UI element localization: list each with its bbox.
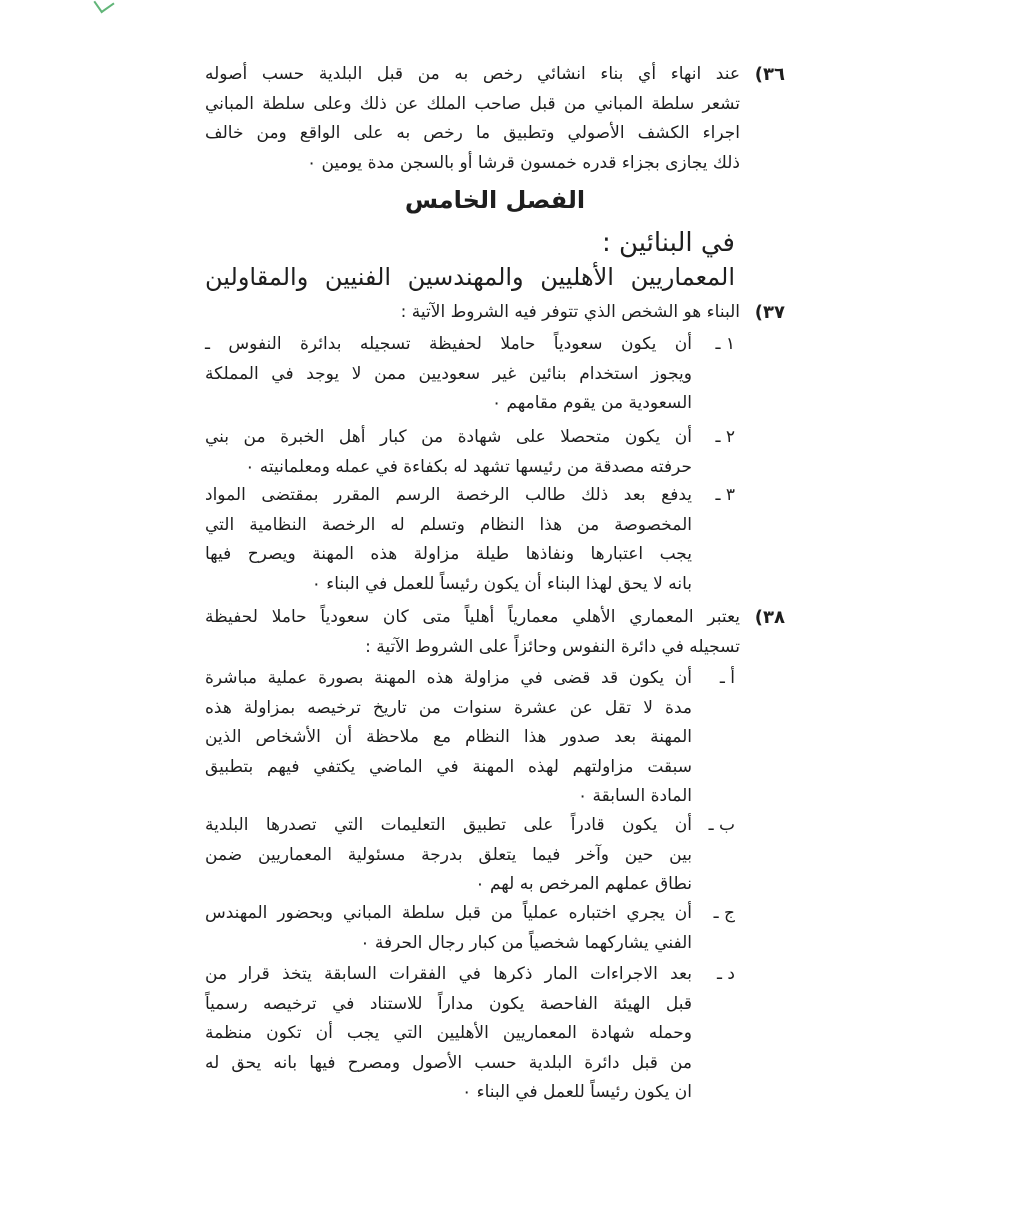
text-line: يجب اعتبارها ونفاذها طيلة مزاولة هذه المهنة ويصرح فيها: [205, 544, 692, 564]
text-line: سبقت مزاولتهم لهذه المهنة في الماضي يكتفي فيهم بتطبيق: [205, 756, 692, 777]
chapter-title: الفصل الخامس: [404, 186, 586, 214]
article-body: [205, 603, 740, 662]
clause-body: [205, 664, 692, 812]
article-number: (٣٨: [754, 607, 785, 628]
text-line: حرفته مصدقة من رئيسها تشهد له بكفاءة في عمله ومعلمانيته ٠: [245, 456, 692, 477]
clause-marker: ٢ ـ: [715, 427, 735, 447]
text-line: من قبل دائرة البلدية حسب الأصول ومصرح فيها بانه يحق له: [205, 1052, 692, 1073]
text-line: عند انهاء أي بناء انشائي رخص به من قبل البلدية حسب أصوله: [205, 64, 740, 84]
text-line: نطاق عملهم المرخص به لهم ٠: [475, 874, 692, 894]
clause-marker: ١ ـ: [715, 334, 735, 354]
clause-body: [205, 811, 692, 900]
article-37: [205, 298, 785, 328]
clause-marker: أ ـ: [719, 668, 735, 688]
text-line: ويجوز استخدام بنائين غير سعوديين ممن لا يوجد في المملكة: [205, 363, 692, 384]
text-line: تسجيله في دائرة النفوس وحائزاً على الشروط الآتية :: [365, 636, 740, 657]
article-number: (٣٧: [754, 302, 785, 323]
text-line: تشعر سلطة المباني من قبل صاحب الملك عن ذلك وعلى سلطة المباني: [205, 93, 740, 114]
text-line: المهنة بعد صدور هذا النظام مع ملاحظة أن الأشخاص الذين: [205, 727, 692, 747]
article-38-clause-c: [205, 899, 735, 958]
article-body: [205, 60, 740, 178]
clause-body: [205, 330, 692, 419]
clause-marker: ٣ ـ: [715, 485, 735, 505]
text-line: مدة لا تقل عن عشرة سنوات من تاريخ ترخيصه بمزاولة هذه: [205, 697, 692, 718]
text-line: أن يكون سعودياً حاملا لحفيظة تسجيله بدائرة النفوس ـ: [205, 334, 692, 354]
text-line: أن يكون قادراً على تطبيق التعليمات التي تصدرها البلدية: [205, 815, 692, 835]
text-line: يعتبر المعماري الأهلي معمارياً أهلياً متى كان سعودياً حاملا لحفيظة: [205, 607, 740, 627]
text-line: أن يجري اختباره عملياً من قبل سلطة المباني وبحضور المهندس: [205, 903, 692, 923]
article-37-clause-1: [205, 330, 735, 419]
text-line: ان يكون رئيساً للعمل في البناء ٠: [462, 1082, 692, 1102]
clause-body: [205, 481, 692, 599]
clause-marker: ج ـ: [713, 903, 735, 923]
text-line: وحمله شهادة المعماريين الأهليين التي يجب أن تكون منظمة: [205, 1023, 692, 1043]
text-line: المادة السابقة ٠: [577, 786, 692, 806]
article-36: [205, 60, 785, 178]
text-line: المخصوصة من هذا النظام وتسلم له الرخصة النظامية التي: [205, 514, 692, 535]
article-38-clause-b: [205, 811, 735, 900]
text-line: قبل الهيئة الفاحصة يكون مداراً للاستناد في ترخيصه رسمياً: [205, 993, 692, 1014]
article-number: (٣٦: [754, 64, 785, 85]
text-line: ذلك يجازى بجزاء قدره خمسون قرشا أو بالسجن مدة يومين ٠: [306, 152, 740, 173]
text-line: أن يكون قد قضى في مزاولة هذه المهنة بصورة عملية مباشرة: [205, 668, 692, 688]
clause-marker: د ـ: [717, 964, 735, 984]
text-line: بين حين وآخر فيما يتعلق بدرجة مسئولية المعماريين ضمن: [205, 844, 692, 865]
text-line: أن يكون متحصلا على شهادة من كبار أهل الخبرة من بني: [205, 427, 692, 447]
text-line: السعودية من يقوم مقامهم ٠: [491, 393, 692, 413]
text-line: يدفع بعد ذلك طالب الرخصة الرسم المقرر بمقتضى المواد: [205, 485, 692, 505]
text-line: بعد الاجراءات المار ذكرها في الفقرات السابقة يتخذ قرار من: [205, 964, 692, 984]
text-line: بانه لا يحق لهذا البناء أن يكون رئيساً للعمل في البناء ٠: [311, 573, 692, 594]
text-line: اجراء الكشف الأصولي وتطبيق ما رخص به على الواقع ومن خالف: [205, 123, 740, 143]
clause-body: [205, 960, 692, 1108]
article-38-clause-a: [205, 664, 735, 812]
clause-marker: ب ـ: [708, 815, 735, 835]
article-38: [205, 603, 785, 662]
article-37-clause-3: [205, 481, 735, 599]
clause-body: [205, 899, 692, 958]
chapter-heading: في البنائين :: [601, 228, 735, 258]
clause-body: [205, 423, 692, 482]
chapter-subheading: المعماريين الأهليين والمهندسين الفنيين والمقاولين: [205, 263, 735, 291]
article-38-clause-d: [205, 960, 735, 1108]
article-body: [205, 298, 740, 328]
text-line: البناء هو الشخص الذي تتوفر فيه الشروط الآتية :: [400, 302, 740, 322]
text-line: الفني يشاركهما شخصياً من كبار رجال الحرفة ٠: [360, 932, 692, 953]
scan-corner-mark: [93, 0, 114, 13]
article-37-clause-2: [205, 423, 735, 482]
